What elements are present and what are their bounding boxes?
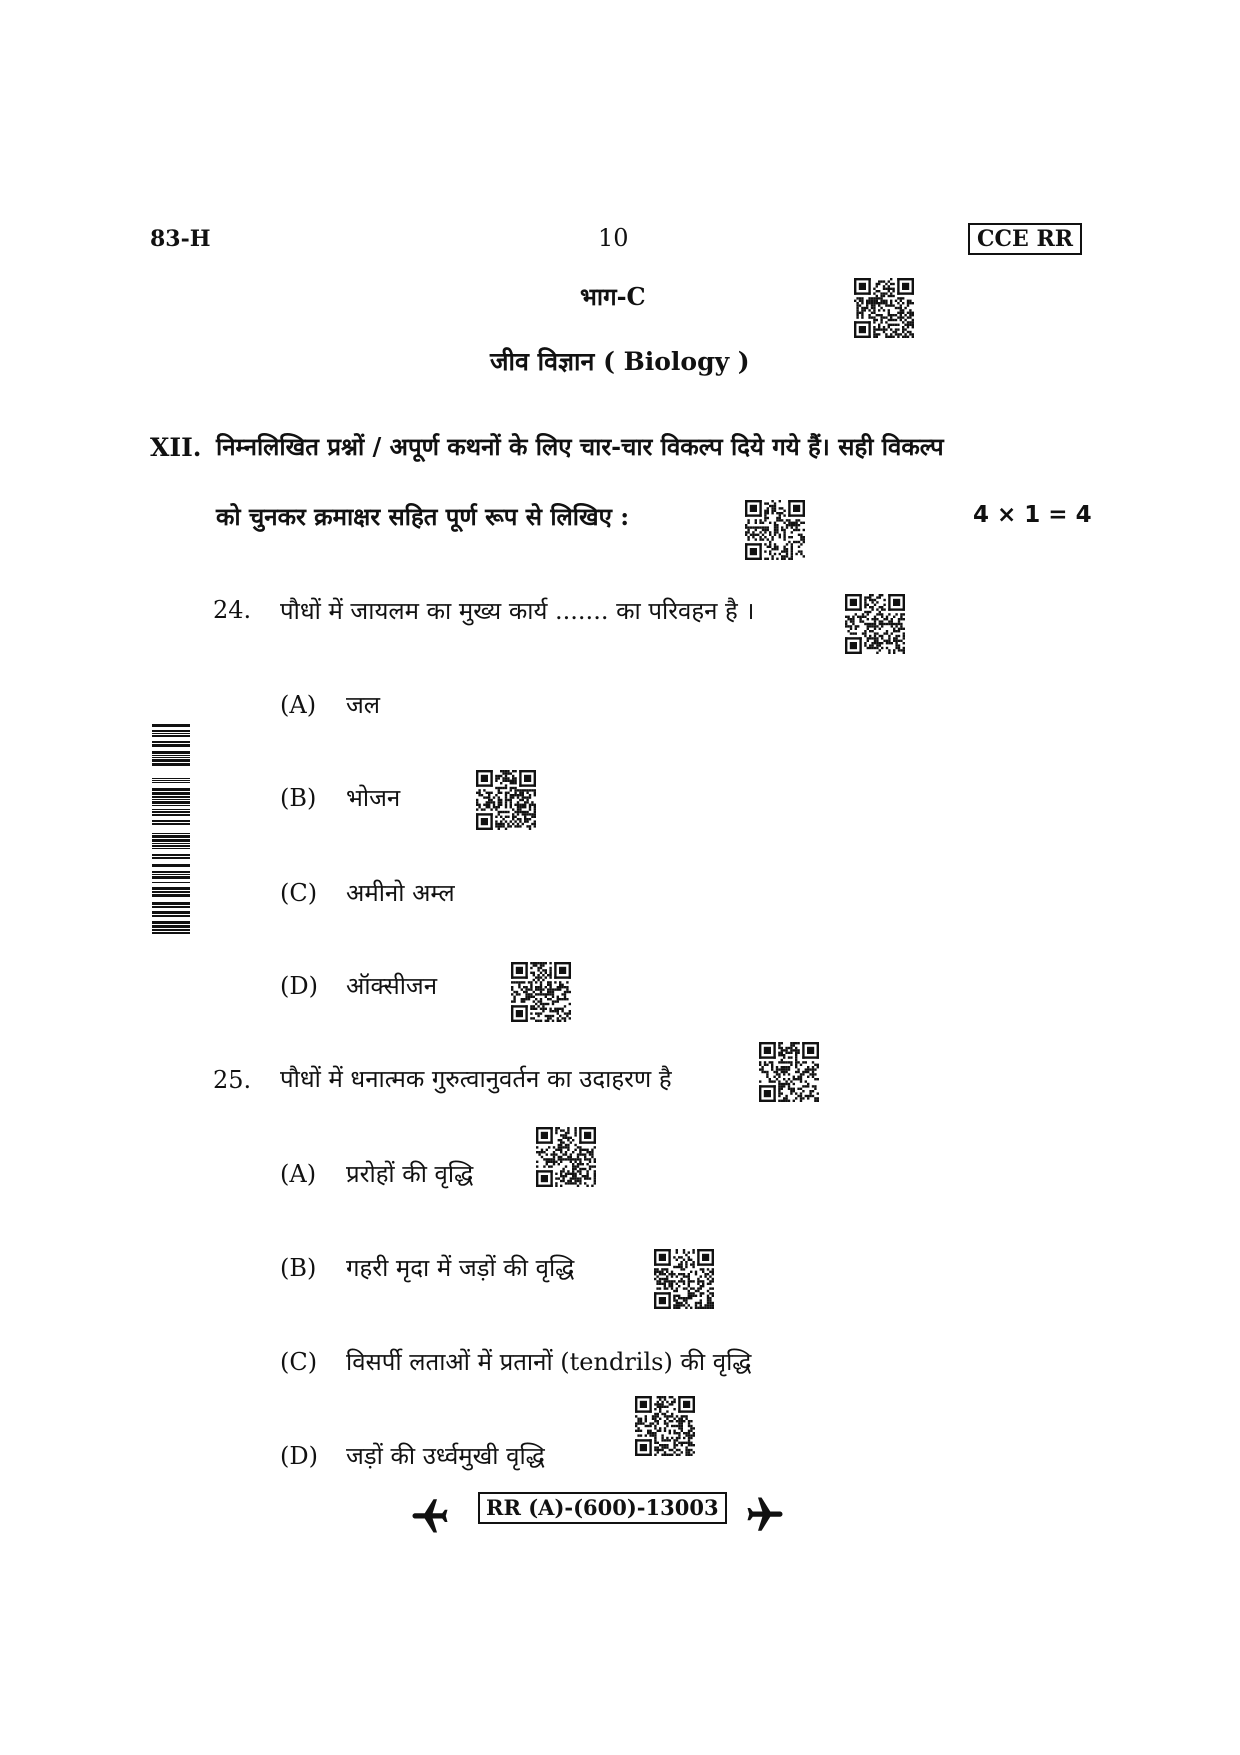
airplane-icon (409, 1494, 451, 1536)
option-text: जल (346, 691, 381, 719)
page-number: 10 (598, 224, 629, 252)
qr-code-icon (845, 594, 905, 654)
option-text: अमीनो अम्ल (346, 879, 455, 907)
qr-code-icon (635, 1396, 695, 1456)
qr-code-icon (536, 1127, 596, 1187)
qr-code-icon (654, 1249, 714, 1309)
option-letter: (B) (280, 1254, 317, 1282)
option-letter: (B) (280, 784, 317, 812)
question-number: 24. (213, 596, 252, 624)
option-letter: (D) (280, 1442, 318, 1470)
qr-code-icon (745, 500, 805, 560)
section-marks: 4 × 1 = 4 (973, 502, 1092, 528)
qr-code-icon (511, 962, 571, 1022)
option-text: विसर्पी लताओं में प्रतानों (tendrils) की वृद्धि (346, 1348, 752, 1376)
exam-code-box: CCE RR (968, 223, 1082, 255)
paper-code: 83-H (150, 226, 211, 252)
option-text: भोजन (346, 784, 401, 812)
airplane-icon (744, 1494, 786, 1536)
question-number: 25. (213, 1066, 252, 1094)
qr-code-icon (854, 278, 914, 338)
section-instruction-line1: निम्नलिखित प्रश्नों / अपूर्ण कथनों के लिए चार-चार विकल्प दिये गये हैं। सही विकल्प (216, 432, 944, 461)
barcode-icon (152, 722, 190, 934)
qr-code-icon (759, 1042, 819, 1102)
option-letter: (C) (280, 1348, 318, 1376)
subject-title: जीव विज्ञान ( Biology ) (490, 347, 750, 376)
section-number: XII. (150, 433, 202, 462)
footer-code-box: RR (A)-(600)-13003 (478, 1492, 727, 1524)
option-letter: (C) (280, 879, 318, 907)
question-text: पौधों में धनात्मक गुरुत्वानुवर्तन का उदाहरण है (280, 1065, 672, 1093)
question-text: पौधों में जायलम का मुख्य कार्य ....... का परिवहन है । (280, 597, 755, 625)
qr-code-icon (476, 770, 536, 830)
option-letter: (A) (280, 1160, 317, 1188)
option-text: जड़ों की उर्ध्वमुखी वृद्धि (346, 1442, 545, 1470)
section-instruction-line2: को चुनकर क्रमाक्षर सहित पूर्ण रूप से लिखिए : (216, 502, 630, 531)
option-text: गहरी मृदा में जड़ों की वृद्धि (346, 1254, 575, 1282)
option-letter: (A) (280, 691, 317, 719)
option-text: ऑक्सीजन (346, 972, 438, 1000)
part-title: भाग-C (580, 282, 646, 311)
option-letter: (D) (280, 972, 318, 1000)
option-text: प्ररोहों की वृद्धि (346, 1160, 474, 1188)
